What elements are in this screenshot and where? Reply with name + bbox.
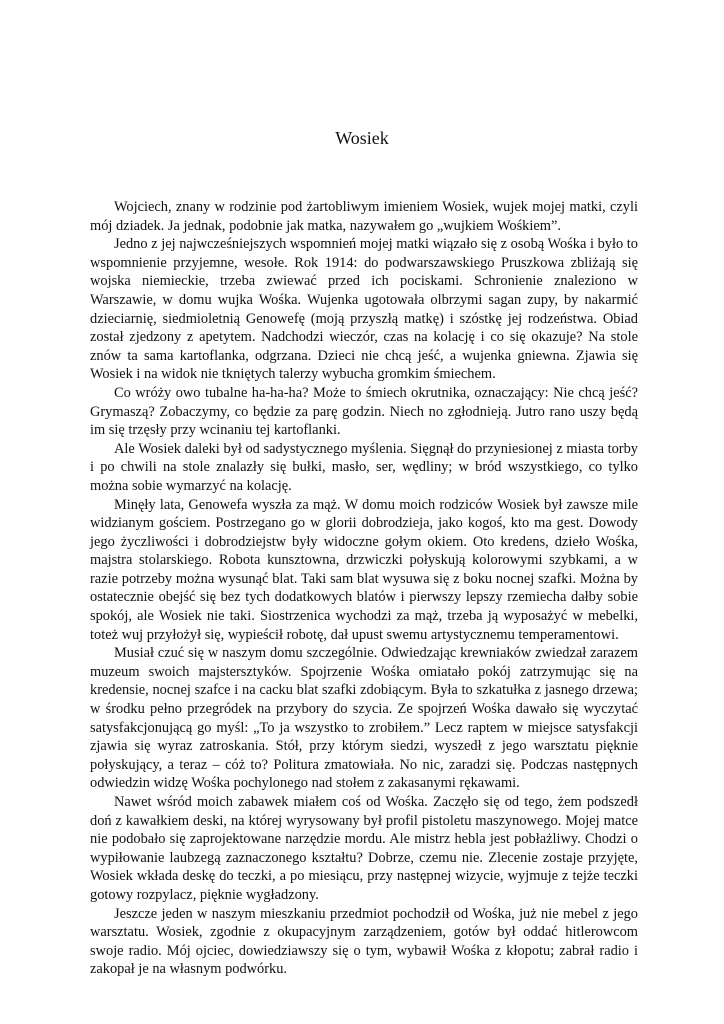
paragraph: Minęły lata, Genowefa wyszła za mąż. W domu moich rodziców Wosiek był zawsze mile widzianym gościem. Postrzegano go w glorii dobrodzieja, jako kogoś, kto ma gest. Dowody jego życzliwości i dobrodziejstw były widoczne gołym okiem. Oto kredens, dzieło Wośka, majstra stolarskiego. Robota kunsztowna, drzwiczki połyskują kolorowymi szybkami, a w razie potrzeby można wysunąć blat. Taki sam blat wysuwa się z boku nocnej szafki. Można by ostatecznie obejść się bez tych dodatkowych blatów i pierwszy lepszy rzemiecha dałby sobie spokój, ale Wosiek nie taki. Siostrzenica wychodzi za mąż, trzeba ją wyposażyć w mebelki, toteż wuj przyłożył się, wypieścił robotę, dał upust swemu artystycznemu temperamentowi. [90, 496, 638, 643]
paragraph: Musiał czuć się w naszym domu szczególnie. Odwiedzając krewniaków zwiedzał zarazem muzeum swoich majstersztyków. Spojrzenie Wośka omiatało pokój zatrzymując się na kredensie, nocnej szafce i na cacku blat szafki zdobiącym. Była to szkatułka z jasnego drzewa; w środku pełno przegródek na przybory do szycia. Ze spojrzeń Wośka dawało się wyczytać satysfakcjonującą go myśl: „To ja wszystko to zrobiłem.” Lecz raptem w miejsce satysfakcji zjawia się wyraz zatroskania. Stół, przy którym siedzi, wyszedł z jego warsztatu pięknie połyskujący, a teraz – cóż to? Politura zmatowiała. No nic, zaradzi się. Podczas następnych odwiedzin widzę Wośka pochylonego nad stołem z zakasanymi rękawami. [90, 645, 638, 792]
paragraph: Nawet wśród moich zabawek miałem coś od Wośka. Zaczęło się od tego, żem podszedł doń z kawałkiem deski, na której wyrysowany był profil pistoletu maszynowego. Mojej matce nie podobało się zaprojektowane narzędzie mordu. Ale mistrz hebla jest pobłażliwy. Chodzi o wypiłowanie laubzegą zaznaczonego kształtu? Dobrze, czemu nie. Zlecenie zostaje przyjęte, Wosiek wkłada deskę do teczki, a po miesiącu, przy następnej wizycie, wyjmuje z tejże teczki gotowy rozpylacz, pięknie wygładzony. [90, 794, 638, 903]
paragraph: Co wróży owo tubalne ha-ha-ha? Może to śmiech okrutnika, oznaczający: Nie chcą jeść? Grymaszą? Zobaczymy, co będzie za parę godzin. Niech no zgłodnieją. Jutro rano uszy będą im się trzęsły przy wcinaniu tej kartoflanki. [90, 384, 638, 439]
paragraph: Jeszcze jeden w naszym mieszkaniu przedmiot pochodził od Wośka, już nie mebel z jego warsztatu. Wosiek, zgodnie z okupacyjnym zarządzeniem, gotów był oddać hitlerowcom swoje radio. Mój ojciec, dowiedziawszy się o tym, wybawił Wośka z kłopotu; zabrał radio i zakopał je na własnym podwórku. [90, 905, 638, 978]
paragraph: Ale Wosiek daleki był od sadystycznego myślenia. Sięgnął do przyniesionej z miasta torby i po chwili na stole znalazły się bułki, masło, ser, wędliny; w bród wszystkiego, co tylko można sobie wymarzyć na kolację. [90, 440, 638, 494]
document-title: Wosiek [335, 128, 389, 148]
paragraph: Wojciech, znany w rodzinie pod żartobliwym imieniem Wosiek, wujek mojej matki, czyli mój dziadek. Ja jednak, podobnie jak matka, nazywałem go „wujkiem Wośkiem”. [90, 199, 638, 234]
document-body [90, 198, 638, 979]
paragraph: Jedno z jej najwcześniejszych wspomnień mojej matki wiązało się z osobą Wośka i było to wspomnienie przyjemne, wesołe. Rok 1914: do podwarszawskiego Pruszkowa zbliżają się wojska niemieckie, trzeba zwiewać przed ich pociskami. Schronienie znaleziono w Warszawie, w domu wujka Wośka. Wujenka ugotowała olbrzymi sagan zupy, by nakarmić dzieciarnię, siedmioletnią Genowefę (moją przyszłą matkę) i szóstkę jej rodzeństwa. Obiad został zjedzony z apetytem. Nadchodzi wieczór, czas na kolację i co się okazuje? Na stole znów ta sama kartoflanka, odgrzana. Dzieci nie chcą jeść, a wujenka gniewna. Zjawia się Wosiek i na widok nie tkniętych talerzy wybucha gromkim śmiechem. [90, 236, 638, 383]
